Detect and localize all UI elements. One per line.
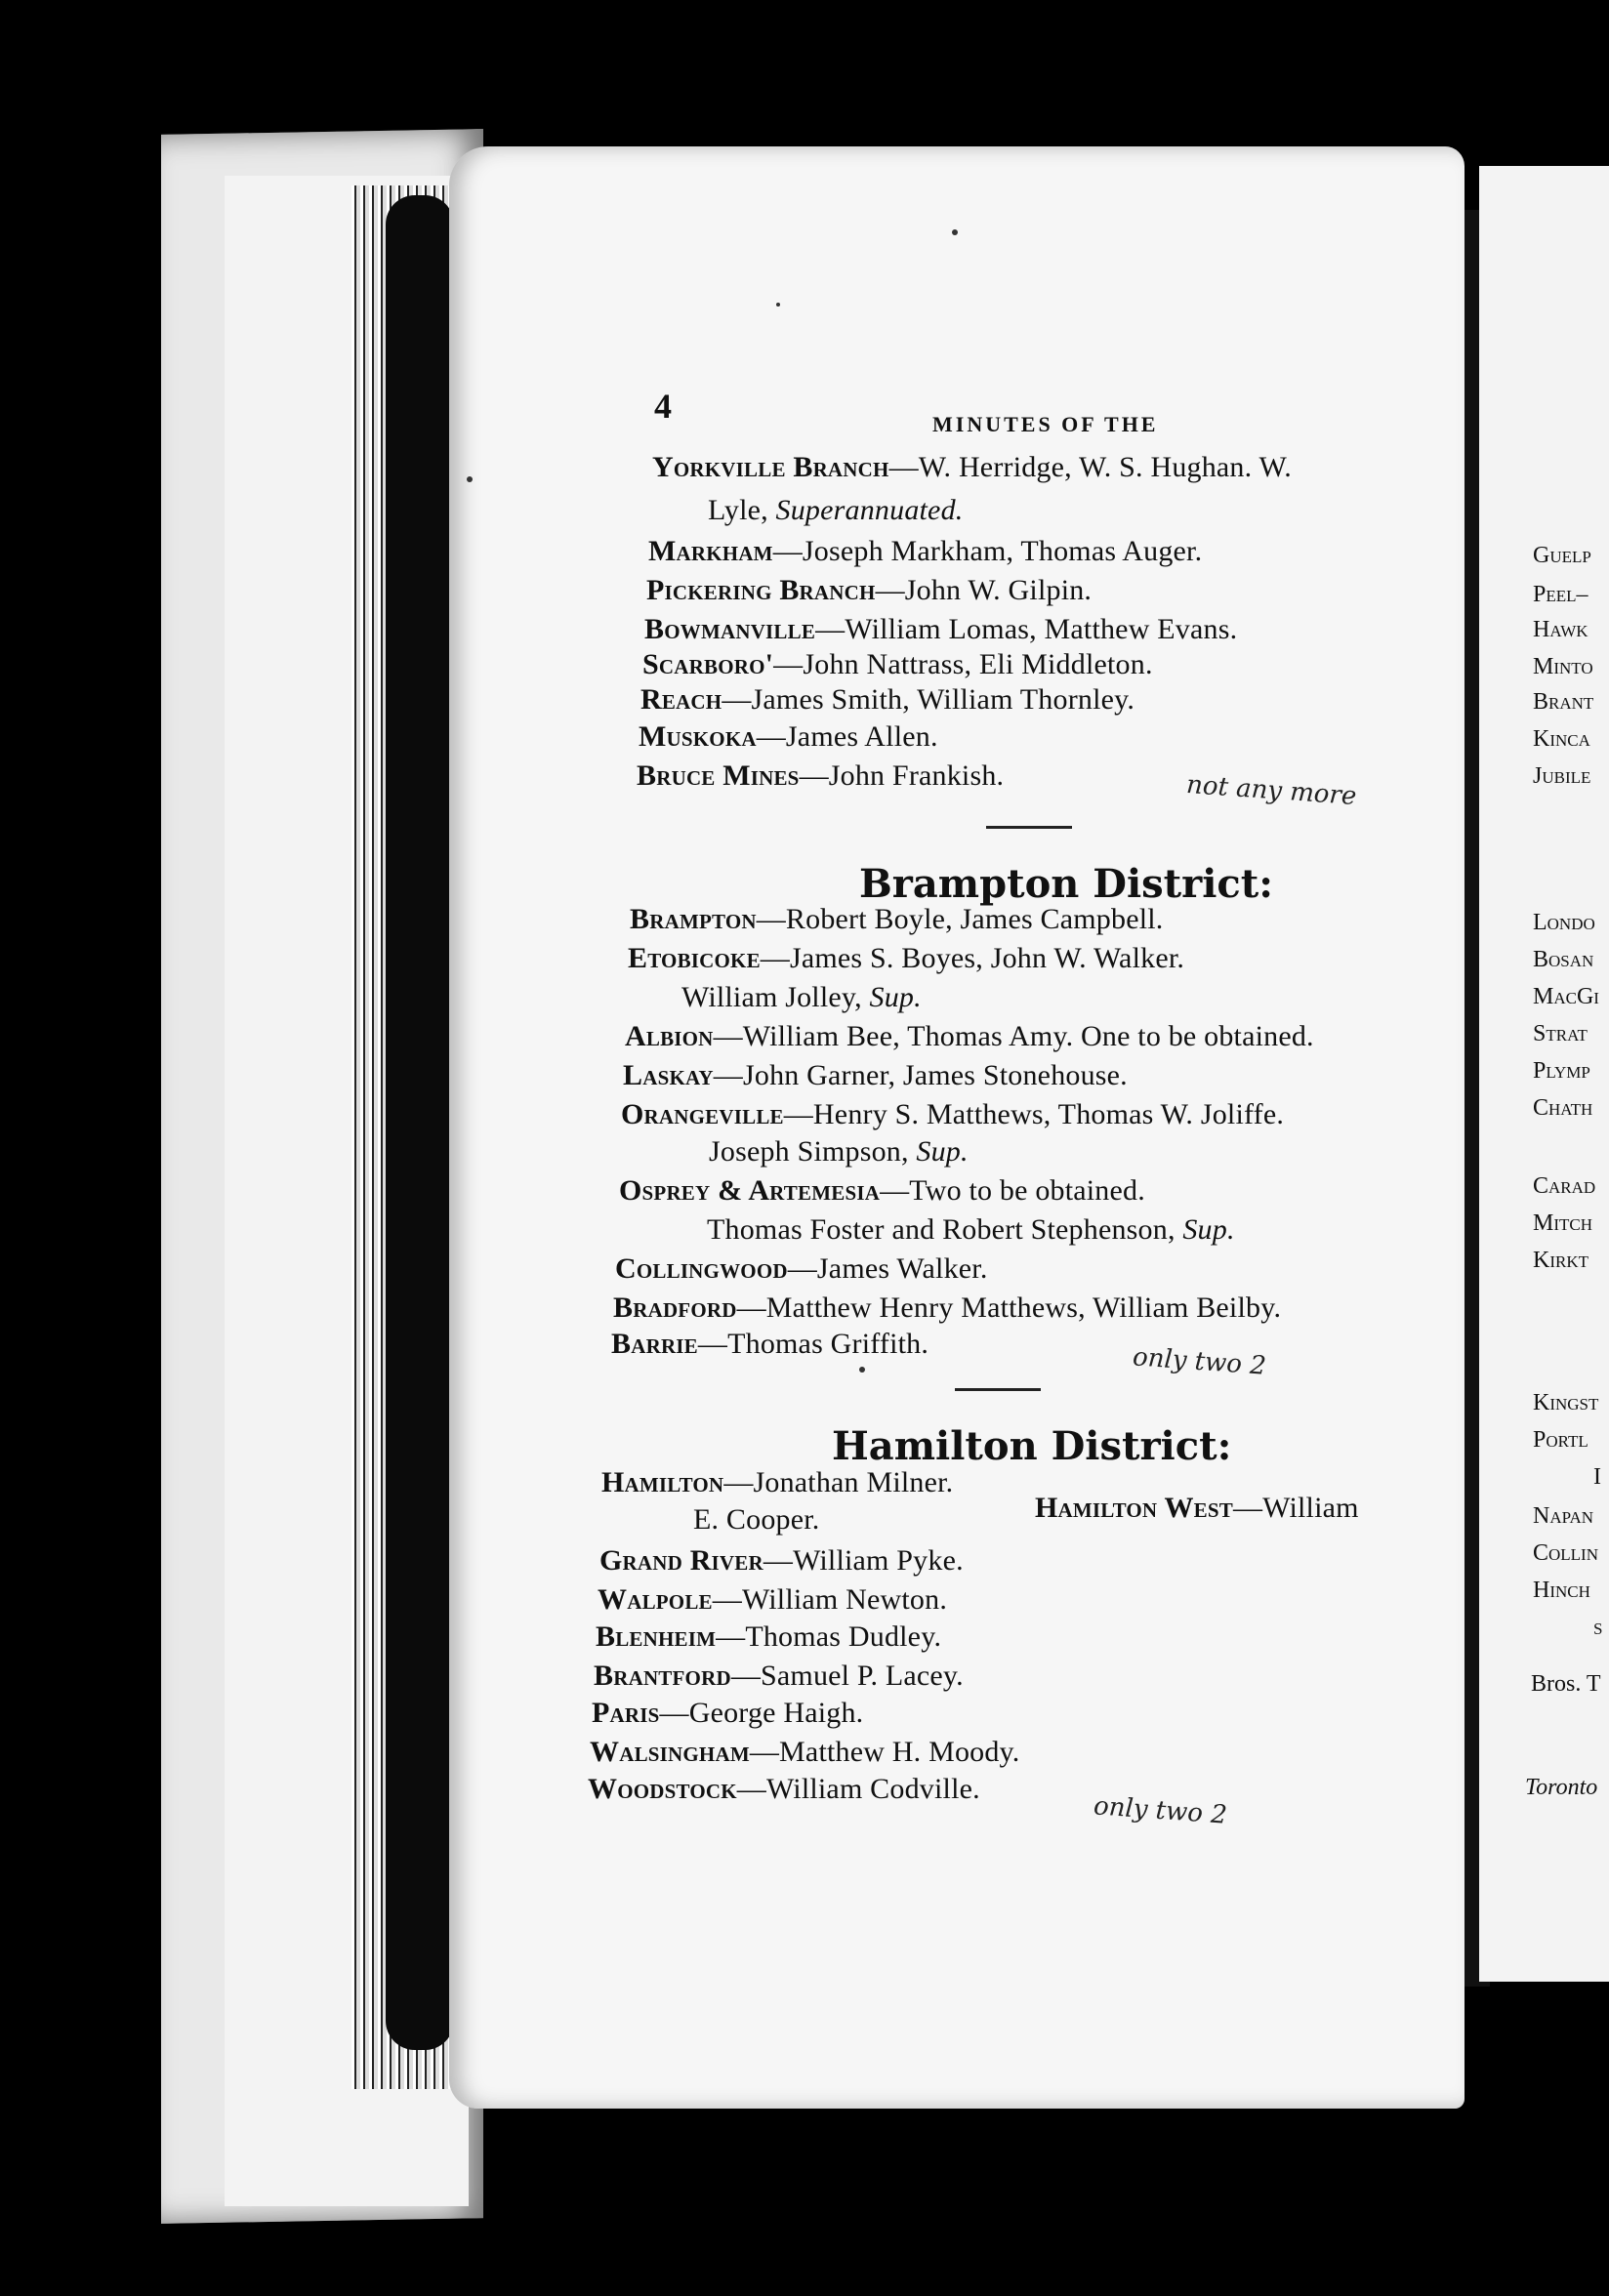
station-name: Bruce Mines [637,759,800,792]
minister-names: William Jolley, [681,981,862,1013]
entry-line [611,1328,928,1361]
facing-fragment: Bros. T [1531,1671,1601,1697]
station-name: Walsingham [590,1736,750,1768]
facing-fragment: s [1593,1615,1603,1640]
station-name: Bradford [613,1292,737,1324]
district-heading-brampton: Brampton District: [859,861,1274,907]
minister-names: —William Newton. [712,1583,948,1616]
facing-fragment: Peel– [1533,582,1588,607]
entry-line [599,1544,964,1578]
facing-fragment: Napan [1533,1503,1594,1529]
station-name: Grand River [599,1544,763,1577]
entry-line [613,1292,1281,1325]
section-rule [955,1388,1041,1391]
entry-reach [640,683,1135,717]
district-heading-hamilton: Hamilton District: [832,1423,1232,1469]
entry-line [621,1098,1284,1131]
facing-fragment: Hawk [1533,617,1588,642]
handwritten-note: not any more [1185,769,1358,812]
running-head: MINUTES OF THE [932,412,1159,436]
entry-line [707,1213,1235,1247]
ink-speck [776,303,780,307]
minister-names: —William Codville. [736,1773,980,1805]
minister-names: —William Lomas, Matthew Evans. [815,613,1238,645]
station-name: Barrie [611,1328,698,1360]
entry-continuation: E. Cooper. [693,1503,820,1536]
minister-names: —John Garner, James Stonehouse. [713,1059,1128,1091]
minister-names: —Thomas Dudley. [716,1620,942,1653]
supernumerary-note: Sup. [869,981,922,1013]
station-name: Laskay [623,1059,714,1091]
facing-fragment: Collin [1533,1540,1598,1566]
minister-names: —Henry S. Matthews, Thomas W. Joliffe. [783,1098,1285,1130]
facing-fragment: Guelp [1533,543,1591,568]
page-number: 4 [654,387,673,426]
minister-names: —Matthew Henry Matthews, William Beilby. [736,1292,1282,1324]
minister-names: —Matthew H. Moody. [749,1736,1020,1768]
entry-line [630,903,1164,936]
entry-line [588,1773,980,1806]
minister-names: —James Allen. [756,720,938,753]
ink-speck [859,1367,865,1373]
minister-names: —William Bee, Thomas Amy. One to be obtained. [713,1020,1314,1052]
entry-line [619,1174,1145,1208]
entry-bowmanville [644,613,1237,646]
minister-names: —James Smith, William Thornley. [722,683,1135,716]
entry-yorkville [652,451,1292,484]
minister-names: —John Nattrass, Eli Middleton. [773,648,1153,680]
facing-fragment: I [1593,1464,1601,1490]
minister-names: Joseph Simpson, [709,1135,909,1168]
station-name: Orangeville [621,1098,784,1130]
station-name: Bowmanville [644,613,816,645]
facing-fragment: Chath [1533,1095,1593,1121]
minister-names: —William [1232,1492,1359,1524]
station-name: Yorkville Branch [652,451,889,483]
minister-names: —James Walker. [787,1252,988,1285]
ink-speck [952,229,958,235]
station-name: Scarboro' [642,648,774,680]
minister-names: —William Pyke. [763,1544,964,1577]
minister-names: —Jonathan Milner. [723,1466,954,1498]
entry-line [623,1059,1128,1092]
facing-fragment: Kingst [1533,1390,1599,1415]
facing-fragment: Kirkt [1533,1248,1588,1273]
minister-names: —George Haigh. [659,1697,864,1729]
facing-fragment: Kinca [1533,726,1590,752]
entry-pickering [646,574,1092,607]
entry-line [598,1583,947,1617]
entry-line [628,942,1184,975]
facing-fragment: Strat [1533,1021,1588,1046]
facing-fragment: Carad [1533,1173,1596,1199]
station-name: Markham [648,535,773,567]
facing-fragment: Plymp [1533,1058,1590,1084]
minister-names: —Joseph Markham, Thomas Auger. [772,535,1203,567]
station-name: Collingwood [615,1252,788,1285]
facing-fragment: Brant [1533,689,1594,715]
entry-bruce-mines [637,759,1004,793]
minister-names: —W. Herridge, W. S. Hughan. W. [888,451,1292,483]
entry-muskoka [639,720,938,754]
entry-line [596,1620,941,1654]
station-name: Brampton [630,903,757,935]
ink-speck [467,476,473,482]
section-rule [986,826,1072,829]
supernumerary-note: Sup. [916,1135,969,1168]
station-name: Walpole [598,1583,713,1616]
superannuated-note: Superannuated. [775,494,964,526]
facing-fragment: Londo [1533,910,1595,935]
station-name: Hamilton West [1035,1492,1233,1524]
minister-names: —Robert Boyle, James Campbell. [756,903,1164,935]
entry-line [594,1660,964,1693]
entry-line [1035,1492,1359,1525]
station-name: Osprey & Artemesia [619,1174,881,1207]
minister-names: —John Frankish. [799,759,1005,792]
facing-fragment: Bosan [1533,947,1594,972]
minister-names: —James S. Boyes, John W. Walker. [760,942,1185,974]
minister-names: —Samuel P. Lacey. [730,1660,964,1692]
entry-line [681,981,922,1014]
facing-fragment: Minto [1533,654,1593,679]
spine-gutter [386,195,454,2050]
facing-fragment: Portl [1533,1427,1588,1453]
handwritten-note: only two 2 [1093,1791,1228,1830]
entry-continuation [708,494,963,527]
entry-line [709,1135,969,1168]
minister-names: —Two to be obtained. [880,1174,1145,1207]
station-name: Reach [640,683,722,716]
station-name: Hamilton [601,1466,724,1498]
facing-fragment: MacGi [1533,984,1599,1009]
minister-names: Lyle, [708,494,768,526]
entry-line [592,1697,863,1730]
facing-fragment: Jubile [1533,763,1591,789]
station-name: Albion [625,1020,714,1052]
handwritten-note: only two 2 [1132,1342,1267,1381]
facing-fragment: Hinch [1533,1578,1590,1603]
station-name: Brantford [594,1660,731,1692]
minister-names: Thomas Foster and Robert Stephenson, [707,1213,1176,1246]
station-name: Blenheim [596,1620,717,1653]
minister-names: —Thomas Griffith. [697,1328,929,1360]
station-name: Paris [592,1697,660,1729]
entry-markham [648,535,1202,568]
station-name: Woodstock [588,1773,737,1805]
station-name: Etobicoke [628,942,761,974]
facing-fragment: Toronto [1525,1775,1598,1800]
entry-scarboro [642,648,1153,681]
entry-line [615,1252,988,1286]
station-name: Pickering Branch [646,574,876,606]
facing-fragment: Mitch [1533,1210,1593,1236]
entry-line [625,1020,1314,1053]
minister-names: —John W. Gilpin. [875,574,1093,606]
station-name: Muskoka [639,720,757,753]
entry-line [590,1736,1020,1769]
entry-line [601,1466,953,1499]
supernumerary-note: Sup. [1182,1213,1235,1246]
